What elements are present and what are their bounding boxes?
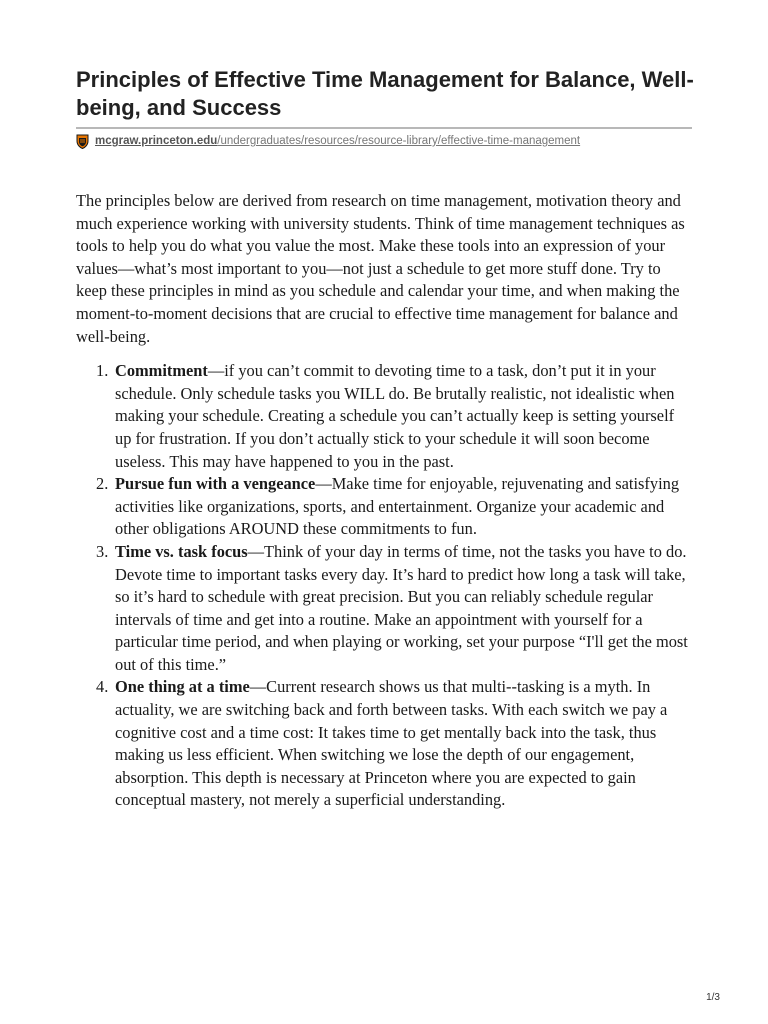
- principle-term: Pursue fun with a vengeance: [115, 474, 316, 494]
- document-title: Principles of Effective Time Management for Balance, Well-being, and Success: [76, 67, 694, 120]
- principle-text: —Think of your day in terms of time, not the tasks you have to do. Devote time to important tasks every day. It’s hard to predict how long a task will take, so it’s hard to schedule with great precision. But you can reliably schedule regular intervals of time and get into a routine. Make an appointment with yourself for a particular time period, and when playing or working, set your purpose “I'll get the most out of this time.”: [115, 541, 688, 674]
- list-item-number: 2.: [96, 474, 109, 494]
- principle-term: One thing at a time: [115, 677, 250, 697]
- principle-term: Commitment: [115, 361, 208, 381]
- source-path-link[interactable]: /undergraduates/resources/resource-library/effective-time-management: [217, 135, 581, 147]
- source-domain-link[interactable]: mcgraw.princeton.edu: [95, 135, 218, 147]
- list-item-number: 1.: [96, 361, 109, 381]
- source-url[interactable]: [76, 132, 580, 150]
- principle-term: Time vs. task focus: [115, 541, 248, 561]
- list-item: [96, 541, 692, 677]
- list-item-number: 3.: [96, 541, 109, 561]
- list-item: [96, 473, 692, 541]
- list-item: [96, 360, 692, 473]
- principle-text: —if you can’t commit to devoting time to a task, don’t put it in your schedule. Only schedule tasks you WILL do. Be brutally realistic, not idealistic when making your schedule. Creating a schedule you can’t actually keep is setting yourself up for frustration. If you don’t actually stick to your schedule it will soon become useless. This may have happened to you in the past.: [115, 361, 675, 471]
- title-divider: [76, 127, 692, 129]
- principle-text: —Current research shows us that multi--tasking is a myth. In actuality, we are switching back and forth between tasks. With each switch we pay a cognitive cost and a time cost: It takes time to get mentally back into the task, thus making us less efficient. When switching we lose the depth of our engagement, absorption. This depth is necessary at Princeton where you are expected to gain conceptual mastery, not merely a superficial understanding.: [115, 677, 668, 810]
- principles-list: [76, 360, 692, 812]
- list-item-number: 4.: [96, 677, 109, 697]
- intro-paragraph: The principles below are derived from research on time management, motivation theory and much experience working with university students. Think of time management techniques as tools to help you do what you value the most. Make these tools into an expression of your values—what’s most important to you—not just a schedule to get more stuff done. Try to keep these principles in mind as you schedule and calendar your time, and when making the moment-to-moment decisions that are crucial to effective time management for balance and well-being.: [76, 191, 685, 346]
- principle-text: —Make time for enjoyable, rejuvenating and satisfying activities like organizations, sports, and entertainment. Organize your academic and other obligations AROUND these commitments to fun.: [115, 474, 680, 539]
- document-body: [76, 190, 692, 812]
- list-item: [96, 676, 692, 812]
- page-number: 1/3: [706, 992, 720, 1003]
- princeton-shield-icon: [76, 134, 89, 149]
